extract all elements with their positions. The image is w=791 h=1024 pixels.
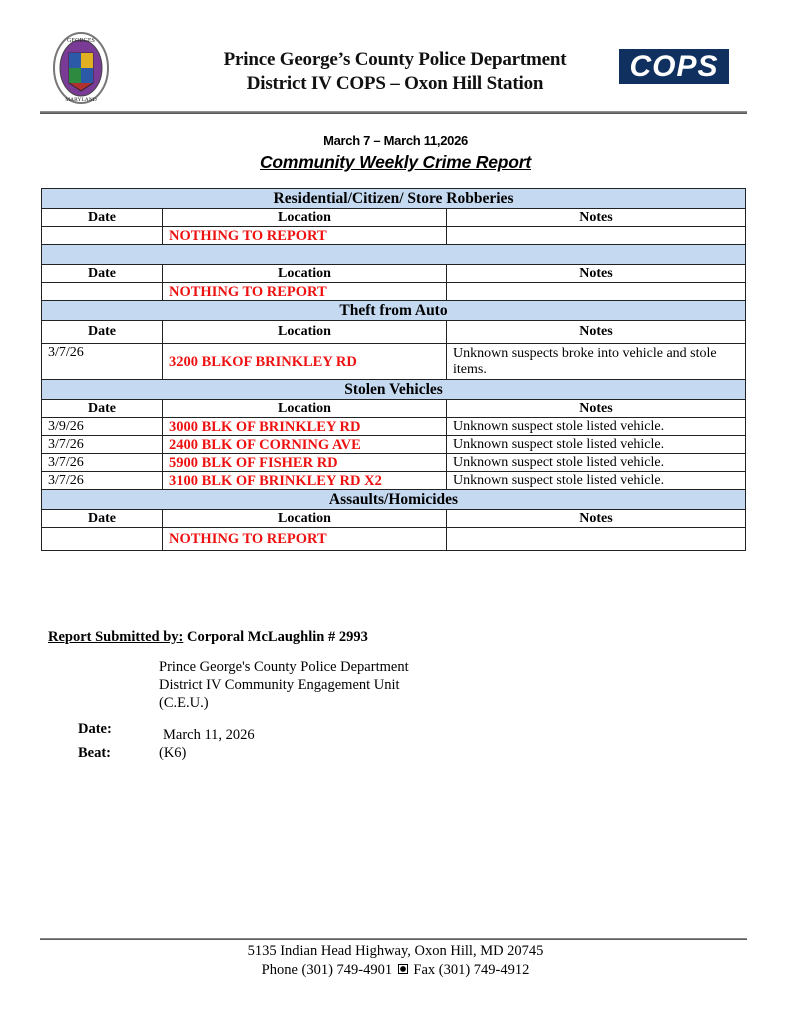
row-notes: Unknown suspect stole listed vehicle. (447, 454, 746, 472)
row-notes: Unknown suspect stole listed vehicle. (447, 436, 746, 454)
footer-contact (0, 961, 791, 980)
footer-address: 5135 Indian Head Highway, Oxon Hill, MD 20745 (247, 943, 544, 959)
header-divider (40, 111, 747, 114)
section-header-row (42, 301, 746, 321)
table-row (42, 528, 746, 551)
seal-text-top: GEORGES (67, 38, 95, 44)
org-line-3: (C.E.U.) (159, 695, 209, 711)
column-header-notes: Notes (447, 209, 746, 227)
beat-value: (K6) (159, 745, 187, 761)
section-title: Residential/Citizen/ Store Robberies (42, 189, 746, 209)
row-date: 3/9/26 (42, 418, 163, 436)
row-date (42, 227, 163, 245)
footer-phone: Phone (301) 749-4901 (261, 962, 393, 978)
column-header-date: Date (42, 265, 163, 283)
table-row (42, 436, 746, 454)
table-row (42, 344, 746, 380)
date-label: Date: (78, 721, 112, 737)
seal-text-bottom: MARYLAND (65, 97, 97, 103)
column-header-location: Location (163, 265, 447, 283)
row-notes (447, 528, 746, 551)
row-location: 3200 BLKOF BRINKLEY RD (163, 344, 447, 380)
row-location: 2400 BLK OF CORNING AVE (163, 436, 447, 454)
table-row (42, 418, 746, 436)
section-title: Theft from Auto (42, 301, 746, 321)
column-header-row (42, 510, 746, 528)
row-location: 3000 BLK OF BRINKLEY RD (163, 418, 447, 436)
table-row (42, 283, 746, 301)
table-row (42, 454, 746, 472)
footer (0, 942, 791, 980)
column-header-row (42, 400, 746, 418)
report-submitted-by (48, 629, 368, 646)
section-title: Stolen Vehicles (42, 380, 746, 400)
column-header-row (42, 265, 746, 283)
row-date (42, 528, 163, 551)
column-header-location: Location (163, 321, 447, 344)
row-notes: Unknown suspects broke into vehicle and stole items. (447, 344, 746, 380)
row-location: 3100 BLK OF BRINKLEY RD X2 (163, 472, 447, 490)
cops-logo: COPS (619, 49, 729, 84)
row-notes (447, 283, 746, 301)
org-line-1: Prince George's County Police Department (159, 659, 409, 675)
column-header-location: Location (163, 400, 447, 418)
section-header-row (42, 245, 746, 265)
column-header-notes: Notes (447, 400, 746, 418)
row-date: 3/7/26 (42, 436, 163, 454)
section-header-row (42, 380, 746, 400)
section-title: Assaults/Homicides (42, 490, 746, 510)
department-title (180, 48, 610, 96)
column-header-location: Location (163, 510, 447, 528)
column-header-row (42, 321, 746, 344)
submitted-by-label: Report Submitted by: (48, 629, 184, 645)
organization-block (159, 658, 409, 712)
title-line-2: District IV COPS – Oxon Hill Station (246, 73, 544, 94)
square-bullet-icon (398, 964, 408, 974)
section-header-row (42, 189, 746, 209)
column-header-date: Date (42, 321, 163, 344)
row-notes: Unknown suspect stole listed vehicle. (447, 472, 746, 490)
row-date: 3/7/26 (42, 472, 163, 490)
section-title (42, 245, 746, 265)
beat-label: Beat: (78, 745, 112, 761)
row-notes (447, 227, 746, 245)
row-notes: Unknown suspect stole listed vehicle. (447, 418, 746, 436)
report-title: Community Weekly Crime Report (259, 152, 532, 172)
column-header-notes: Notes (447, 510, 746, 528)
column-header-location: Location (163, 209, 447, 227)
report-date-range: March 7 – March 11,2026 (323, 133, 468, 148)
column-header-row (42, 209, 746, 227)
column-header-date: Date (42, 400, 163, 418)
column-header-notes: Notes (447, 321, 746, 344)
row-date: 3/7/26 (42, 344, 163, 380)
section-header-row (42, 490, 746, 510)
org-line-2: District IV Community Engagement Unit (159, 677, 400, 693)
county-seal-icon (52, 31, 110, 105)
row-location: 5900 BLK OF FISHER RD (163, 454, 447, 472)
row-date: 3/7/26 (42, 454, 163, 472)
column-header-date: Date (42, 209, 163, 227)
table-row (42, 227, 746, 245)
column-header-date: Date (42, 510, 163, 528)
row-location: NOTHING TO REPORT (163, 227, 447, 245)
footer-divider (40, 938, 747, 940)
officer-name: Corporal McLaughlin # 2993 (186, 629, 368, 645)
date-value: March 11, 2026 (163, 727, 255, 743)
row-location: NOTHING TO REPORT (163, 283, 447, 301)
crime-report-table (41, 188, 746, 551)
footer-fax: Fax (301) 749-4912 (413, 962, 530, 978)
row-date (42, 283, 163, 301)
table-row (42, 472, 746, 490)
row-location: NOTHING TO REPORT (163, 528, 447, 551)
column-header-notes: Notes (447, 265, 746, 283)
title-line-1: Prince George’s County Police Department (223, 49, 567, 70)
